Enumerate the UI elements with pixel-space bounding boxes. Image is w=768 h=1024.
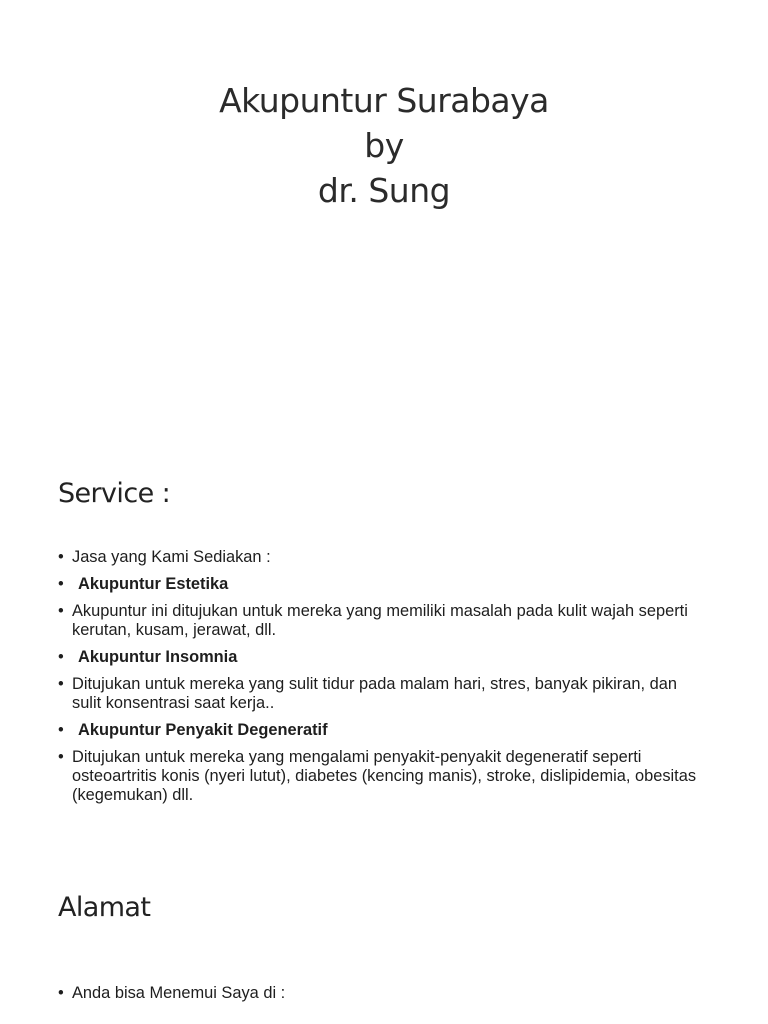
list-item-text: Akupuntur Estetika [78, 575, 229, 593]
title-line-3: dr. Sung [317, 171, 451, 210]
bullet-icon: • [58, 602, 64, 620]
list-item-text: Ditujukan untuk mereka yang mengalami penyakit-penyakit degeneratif seperti osteoartritis konis (nyeri lutut), diabetes (kencing manis), stroke, dislipidemia, obesitas (kegemukan) dll. [72, 748, 697, 804]
list-item [58, 748, 708, 805]
list-item-text: Jasa yang Kami Sediakan : [72, 548, 271, 566]
bullet-icon: • [58, 675, 64, 693]
list-item-text: Ditujukan untuk mereka yang sulit tidur pada malam hari, stres, banyak pikiran, dan sulit konsentrasi saat kerja.. [72, 675, 677, 712]
list-item [58, 675, 708, 713]
list-item [58, 721, 708, 740]
list-item [58, 602, 708, 640]
bullet-icon: • [58, 548, 64, 566]
title-line-2: by [364, 126, 404, 165]
list-item [58, 575, 708, 594]
list-item-text: Akupuntur Penyakit Degeneratif [78, 721, 328, 739]
bullet-icon: • [58, 648, 64, 666]
list-item-text: Akupuntur ini ditujukan untuk mereka yang memiliki masalah pada kulit wajah seperti kerutan, kusam, jerawat, dll. [72, 602, 688, 639]
alamat-heading: Alamat [58, 892, 151, 923]
bullet-icon: • [58, 721, 64, 739]
service-heading: Service : [58, 478, 171, 509]
service-bullet-list [58, 548, 708, 813]
list-item-text: Akupuntur Insomnia [78, 648, 238, 666]
bullet-icon: • [58, 575, 64, 593]
alamat-bullet-list [58, 984, 708, 1011]
list-item [58, 548, 708, 567]
title-line-1: Akupuntur Surabaya [219, 81, 549, 120]
list-item-text: Anda bisa Menemui Saya di : [72, 984, 286, 1002]
bullet-icon: • [58, 748, 64, 766]
list-item [58, 984, 708, 1003]
list-item [58, 648, 708, 667]
slide-title [0, 78, 768, 213]
bullet-icon: • [58, 984, 64, 1002]
